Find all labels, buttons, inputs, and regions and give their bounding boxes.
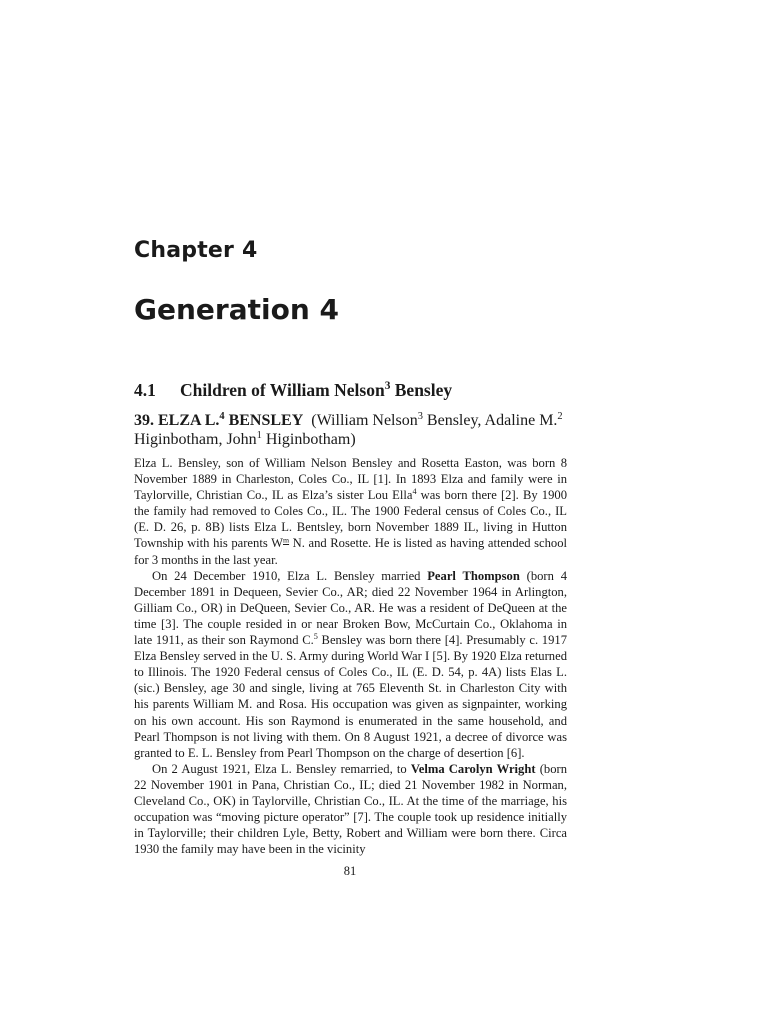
spouse-name: Pearl Thompson xyxy=(427,568,520,583)
body-text xyxy=(134,455,567,857)
entry-name: 39. ELZA L.$^4$ BENSLEY xyxy=(134,410,304,429)
chapter-title: Generation 4 xyxy=(134,293,339,326)
paragraph-3: On 2 August 1921, Elza L. Bensley remarried, to Velma Carolyn Wright (born 22 November 1901 in Pana, Christian Co., IL; died 21 November 1982 in Norman, Cleveland Co., OK) in Taylorville, Christian Co., IL. At the time of the marriage, his occupation was “moving picture operator” [7]. The couple took up residence initially in Taylorville; their children Lyle, Betty, Robert and William were born there. Circa 1930 the family may have been in the vicinity xyxy=(134,761,567,857)
entry-heading xyxy=(134,411,566,449)
page-number: 81 xyxy=(343,864,357,878)
paragraph-1: Elza L. Bensley, son of William Nelson Bensley and Rosetta Easton, was born 8 November 1889 in Charleston, Coles Co., IL [1]. In 1893 Elza and family were in Taylorville, Christian Co., IL as Elza’s sister Lou Ella$^4$ was born there [2]. By 1900 the family had removed to Coles Co., IL. The 1900 Federal census of Coles Co., IL (E. D. 26, p. 8B) lists Elza L. Bentsley, born November 1889 IL, living in Hutton Township with his parents $W^m$ N. and Rosette. He is listed as having attended school for 3 months in the last year. xyxy=(134,456,568,567)
entry-lineage: (William Nelson$^3$ Bensley, Adaline M.$^2$ Higinbotham, John$^1$ Higinbotham) xyxy=(134,410,563,448)
section-title: Children of William Nelson$^3$ Bensley xyxy=(180,380,453,400)
section-number: 4.1 xyxy=(134,380,156,400)
chapter-label: Chapter 4 xyxy=(134,238,258,263)
spouse-name: Velma Carolyn Wright xyxy=(410,761,536,776)
paragraph-2: On 24 December 1910, Elza L. Bensley married Pearl Thompson (born 4 December 1891 in Dequeen, Sevier Co., AR; died 22 November 1964 in Arlington, Gilliam Co., OR) in DeQueen, Sevier Co., AR. He was a resident of DeQueen at the time [3]. The couple resided in or near Broken Bow, McCurtain Co., Oklahoma in late 1911, as their son Raymond C.$^5$ Bensley was born there [4]. Presumably c. 1917 Elza Bensley served in the U. S. Army during World War I [5]. By 1920 Elza returned to Illinois. The 1920 Federal census of Coles Co., IL (E. D. 54, p. 4A) lists Elas L. (sic.) Bensley, age 30 and single, living at 765 Eleventh St. in Charleston City with his parents William M. and Rosa. His occupation was given as signpainter, working on his own account. His son Raymond is enumerated in the same household, and Pearl Thompson is not living with them. On 8 August 1921, a decree of divorce was granted to E. L. Bensley from Pearl Thompson on the charge of desertion [6]. xyxy=(134,568,567,760)
section-heading xyxy=(134,380,452,401)
